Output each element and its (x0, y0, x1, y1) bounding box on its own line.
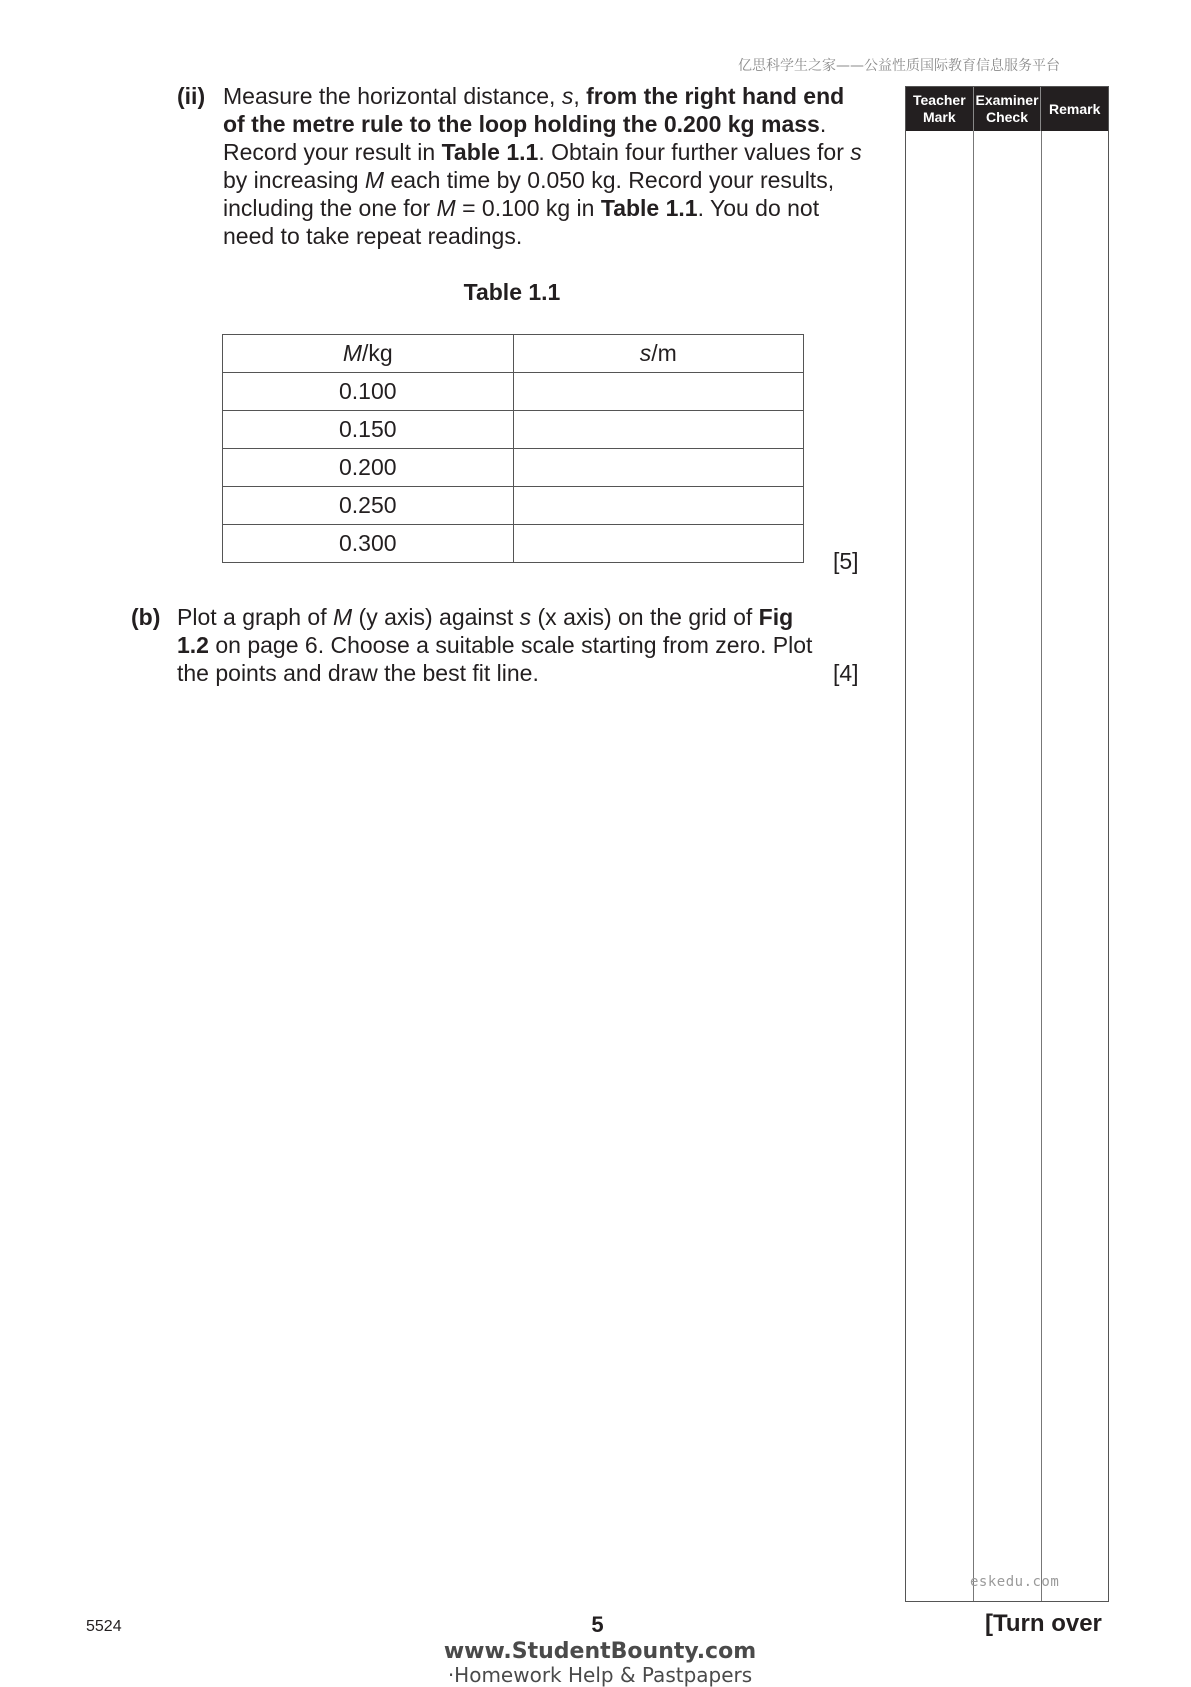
table-row (223, 411, 804, 449)
text-run: Table 1.1 (441, 139, 539, 165)
text-run: from the right hand end of the metre rule to the loop holding the 0.200 kg mass (223, 83, 845, 137)
text-run: . You do not need to take repeat readings. (223, 195, 820, 249)
side-watermark: eskedu.com (970, 1574, 1060, 1590)
marking-column (905, 86, 1109, 1602)
question-number: (b) (131, 604, 161, 630)
marks-ii: [5] (833, 548, 859, 574)
teacher-mark-header: Teacher Mark (906, 87, 974, 131)
question-number: (ii) (177, 83, 206, 109)
question-text (223, 82, 863, 250)
distance-cell[interactable] (513, 449, 803, 487)
page-number: 5 (591, 1612, 604, 1637)
marks-b: [4] (833, 660, 859, 686)
column-divider (1041, 131, 1042, 1601)
header-watermark: 亿思科学生之家——公益性质国际教育信息服务平台 (738, 58, 1060, 74)
studentbounty-logo[interactable] (440, 1640, 760, 1686)
mass-cell: 0.300 (223, 525, 514, 563)
logo-url: www.StudentBounty.com (443, 1639, 757, 1664)
text-run: = 0.100 kg in (455, 195, 601, 221)
distance-cell[interactable] (513, 411, 803, 449)
mass-cell: 0.250 (223, 487, 514, 525)
mass-cell: 0.150 (223, 411, 514, 449)
text-run: M (436, 195, 456, 221)
paper-code: 5524 (86, 1618, 122, 1635)
text-run: . Obtain four further values for (538, 139, 851, 165)
text-run: (x axis) on the grid of (531, 604, 759, 630)
table-header-row (223, 335, 804, 373)
distance-cell[interactable] (513, 525, 803, 563)
results-table (222, 334, 804, 563)
remark-header: Remark (1048, 100, 1101, 117)
text-run: each time by 0.050 kg. Record your results, including the one for (223, 167, 835, 221)
text-run: (y axis) against (352, 604, 520, 630)
logo-tagline: ·Homework Help & Pastpapers (447, 1663, 753, 1687)
distance-cell[interactable] (513, 373, 803, 411)
text-run: M (364, 167, 385, 193)
text-run: . Record your result in (223, 111, 827, 165)
turn-over-label: [Turn over (985, 1610, 1102, 1637)
examiner-check-header: Examiner Check (974, 87, 1042, 131)
mass-cell: 0.200 (223, 449, 514, 487)
mass-cell: 0.100 (223, 373, 514, 411)
table-row (223, 449, 804, 487)
table-row (223, 525, 804, 563)
text-run: Table 1.1 (600, 195, 698, 221)
text-run: Plot a graph of (177, 604, 333, 630)
header-mass: M/kg (223, 335, 514, 373)
question-text (177, 603, 817, 687)
text-run: by increasing (223, 167, 365, 193)
text-run: M (333, 604, 353, 630)
table-row (223, 373, 804, 411)
text-run: , (573, 83, 587, 109)
distance-cell[interactable] (513, 487, 803, 525)
text-run: on page 6. Choose a suitable scale starting from zero. Plot the points and draw the best fit line. (177, 632, 813, 686)
text-run: Measure the horizontal distance, (223, 83, 562, 109)
column-divider (973, 131, 974, 1601)
text-run: s (561, 83, 574, 109)
table-row (223, 487, 804, 525)
header-distance: s/m (513, 335, 803, 373)
marking-header (906, 87, 1108, 131)
text-run: s (850, 139, 862, 165)
text-run: s (519, 604, 532, 630)
table-title: Table 1.1 (463, 279, 561, 305)
text-run: Fig 1.2 (177, 604, 794, 658)
